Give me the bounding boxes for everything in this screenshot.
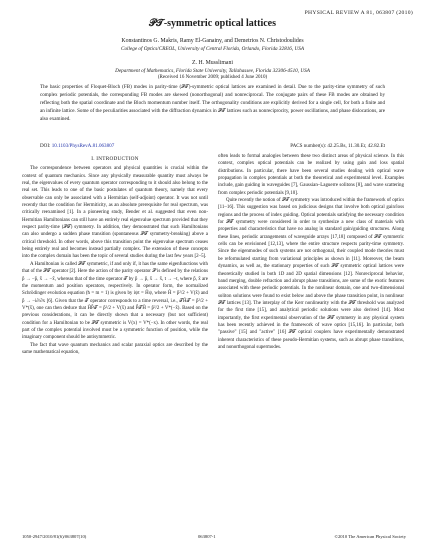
page-number: 063807-1 (198, 534, 216, 539)
copyright: ©2010 The American Physical Society (334, 534, 406, 539)
authors-line-1: Konstantinos G. Makris, Ramy El-Ganainy, and Demetrios N. Christodoulides (121, 38, 304, 44)
doi-pacs-line (40, 143, 385, 149)
left-column (22, 156, 208, 356)
received-date: (Received 16 November 2009; published 4 June 2010) (157, 75, 268, 80)
footer-issn: 1050-2947/2010/81(6)/063807(10) (22, 534, 87, 539)
doi-link[interactable]: 10.1103/PhysRevA.81.063807 (51, 143, 115, 149)
paragraph: The fact that wave quantum mechanics and scalar paraxial optics are described by the same mathematical equation, (22, 342, 208, 355)
paragraph: A Hamiltonian is called 𝒫𝒯 symmetric, if and only if, it has the same eigenfunctions with that of the 𝒫𝒯 operator [2]. Here the action of the parity operator 𝒫 is defined by the relations p̂ → −p̂, x̂ → −x̂, whereas that of the time operator 𝒯 by p̂ → p̂, x̂ → x̂, t → −t, where p̂, x̂ are the momentum and position operators, respectively. In operator form, the normalized Schrödinger evolution equation (ħ = m = 1) is given by iψt = Ĥψ, where Ĥ = p̂²/2 + V(x̂) and p̂ → −i∂/∂x [6]. Given that the 𝒯 operator corresponds to a time reversal, i.e., 𝒯Ĥ𝒯 = p̂²/2 + V*(x̂), one can then deduce that ĤP̂𝒯 = p̂²/2 + V(x̂) and P̂𝒯Ĥ = p̂²/2 + V*(−x̂). Based on the previous considerations, it can be directly shown that a necessary (but not sufficient) condition for a Hamiltonian to be 𝒫𝒯 symmetric is V(x) = V*(−x). In other words, the real part of the complex potential involved must be a symmetric function of position, while the imaginary component should be antisymmetric. (22, 261, 208, 341)
right-column (218, 153, 404, 351)
authors-line-2: Z. H. Musslimani (192, 60, 233, 66)
section-heading: I. INTRODUCTION (91, 156, 139, 162)
paper-title: 𝒫𝒯-symmetric optical lattices (148, 18, 277, 29)
paragraph: Quite recently the notion of 𝒫𝒯 symmetry was introduced within the framework of optics [11–16]. This suggestion was based on judicious designs that involve both optical gain/loss regions and the process of index guiding. Optical potentials satisfying the necessary condition for 𝒫𝒯 symmetry were considered in order to synthesize a new class of materials with properties and characteristics that have no analog in standard gain/guiding structures. Along these lines, periodic arrangements of waveguide arrays [17,18] composed of 𝒫𝒯 symmetric cells can be envisioned [12,13], where the entire structure respects parity-time symmetry. Since the eigenmodes of such systems are not orthogonal, their coupled mode theories must be reformulated starting from variational principles as shown in [11]. Moreover, the beam dynamics, as well as, the stationary properties of such 𝒫𝒯 symmetric optical lattices were theoretically studied in both 1D and 2D spatial dimensions [12]. Nonreciprocal behavior, band merging, double refraction and abrupt phase transitions, are some of the exotic features associated with these periodic potentials. In the nonlinear domain, one and two-dimensional soliton solutions were found to exist below and above the phase transition point, in nonlinear 𝒫𝒯 lattices [13]. The interplay of the Kerr nonlinearity with the 𝒫𝒯 threshold was analyzed for the first time [15], and analytical periodic solutions were also derived [14]. Most importantly, the first experimental observation of the 𝒫𝒯 symmetry in any physical system has been recently achieved in the framework of wave optics [15,16]. In particular, both "passive" [15] and "active" [16] 𝒫𝒯 optical couplers have experimentally demonstrated inherent characteristics of these pseudo-Hermitian systems, such as abrupt phase transitions, and nonorthogonal supermodes. (218, 198, 404, 350)
abstract: The basic properties of Floquet-Bloch (FB) modes in parity-time (𝒫𝒯)-symmetric optical lattices are examined in detail. Due to the parity-time symmetry of such complex periodic potentials, the corresponding FB modes are skewed (nonorthogonal) and nonreciprocal. The conjugate pairs of these FB modes are obtained by reflecting both the spatial coordinate and the Bloch momentum number itself. The orthogonality conditions are explicitly derived for a single cell, for both a finite and an infinite lattice. Some of the peculiarities associated with the diffraction dynamics in 𝒫𝒯 lattices such as nonreciprocity, power oscillations, and phase dislocations, are also examined. (40, 84, 385, 122)
paragraph: The correspondence between operators and physical quantities is crucial within the context of quantum mechanics. Since any physically measurable quantity must always be real, the eigenvalues of every quantum operator corresponding to it should also belong to the real set. This leads to one of the basic postulates of quantum theory, namely that every observable can only be associated with a Hermitian (self-adjoint) operator. It was not until recently that the condition for Hermiticity, as an absolute prerequisite for real spectrum, was critically reexamined [1]. In a pioneering study, Bender et al. suggested that even non-Hermitian Hamiltonians can still have an entirely real eigenvalue spectrum provided that they respect parity-time (𝒫𝒯) symmetry. In addition, they demonstrated that such Hamiltonians can also undergo a sudden phase transition (spontaneous 𝒫𝒯 symmetry-breaking) above a critical threshold. In other words, above this transition point the eigenvalue spectrum ceases being entirely real and becomes instead partially complex. The extension of these concepts into the complex domain has been the topic of several studies during the last few years [2–5]. (22, 166, 208, 260)
doi-prefix: DOI: (40, 143, 52, 149)
running-head: PHYSICAL REVIEW A 81, 063807 (2010) (304, 10, 413, 16)
affiliation-1: College of Optics/CREOL, University of Central Florida, Orlando, Florida 32816, USA (121, 46, 304, 52)
pacs-numbers: PACS number(s): 42.25.Bs, 11.30.Er, 42.82.Et (290, 143, 385, 149)
affiliation-2: Department of Mathematics, Florida State University, Tallahassee, Florida 32306-4510, USA (115, 68, 310, 74)
paragraph: often leads to formal analogies between these two distinct areas of physical science. In this context, complex optical potentials can be realized by using gain and loss spatial distributions. In particular, there have been several studies dealing with optical wave propagation in complex potentials at both the theoretical and experimental level. Examples include, gain guiding in waveguides [7], Gaussian–Laguerre solitons [8], and wave scattering from complex periodic potentials [9,10]. (218, 154, 404, 196)
